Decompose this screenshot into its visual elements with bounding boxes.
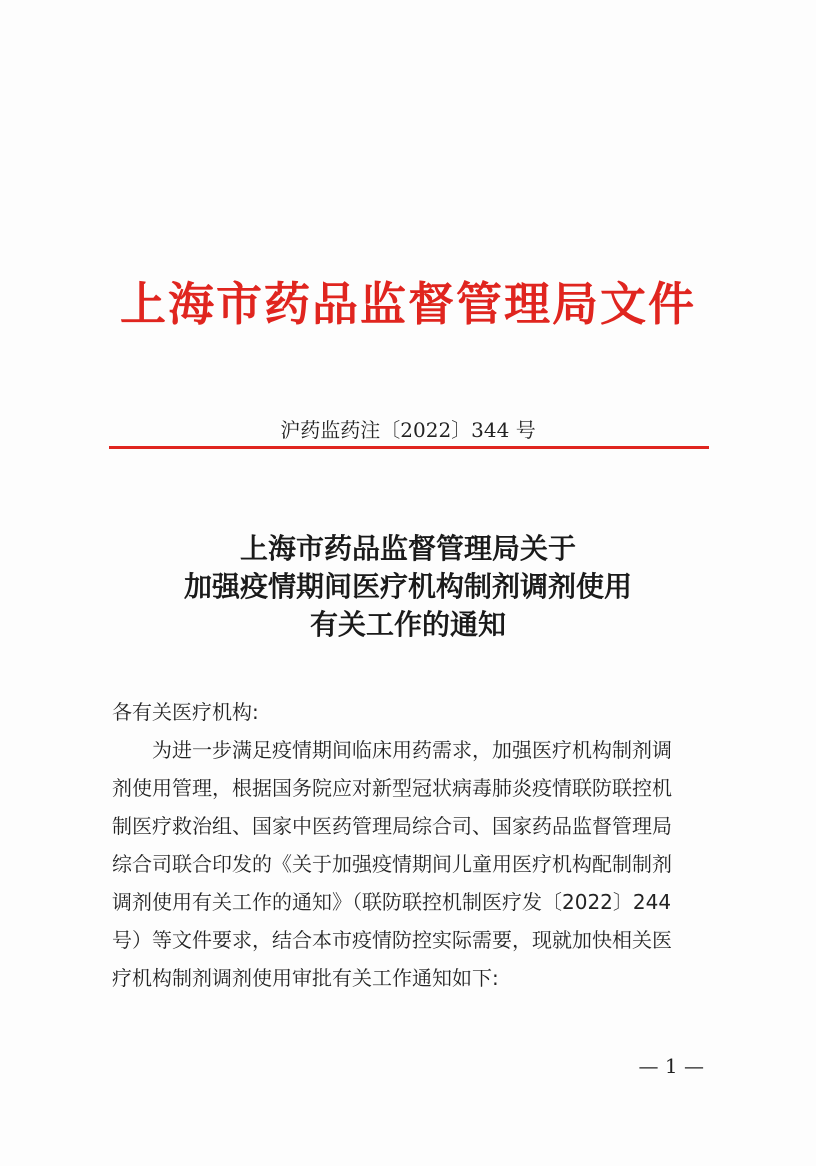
- paragraph-line: 剂使用管理，根据国务院应对新型冠状病毒肺炎疫情联防联控机: [112, 776, 672, 800]
- title-line: 有关工作的通知: [309, 608, 506, 641]
- salutation: 各有关医疗机构:: [112, 700, 259, 724]
- paragraph-line: 制医疗救治组、国家中医药管理局综合司、国家药品监督管理局: [112, 814, 672, 838]
- title-line: 加强疫情期间医疗机构制剂调剂使用: [183, 570, 632, 603]
- paragraph-line: 调剂使用有关工作的通知》（联防联控机制医疗发〔2022〕244: [112, 890, 672, 914]
- paragraph-line: 疗机构制剂调剂使用审批有关工作通知如下:: [112, 966, 499, 990]
- notice-body: [112, 693, 706, 997]
- paragraph-line: 综合司联合印发的《关于加强疫情期间儿童用医疗机构配制制剂: [112, 852, 672, 876]
- page-number: — 1 —: [638, 1054, 704, 1078]
- paragraph-line: 号）等文件要求，结合本市疫情防控实际需要，现就加快相关医: [112, 928, 672, 952]
- document-number: 沪药监药注〔2022〕344 号: [280, 418, 536, 442]
- paragraph-line: 为进一步满足疫情期间临床用药需求，加强医疗机构制剂调: [152, 738, 672, 762]
- title-line: 上海市药品监督管理局关于: [239, 532, 576, 565]
- red-divider-line: [109, 446, 709, 449]
- document-masthead: 上海市药品监督管理局文件: [120, 277, 696, 331]
- notice-title: [0, 530, 816, 644]
